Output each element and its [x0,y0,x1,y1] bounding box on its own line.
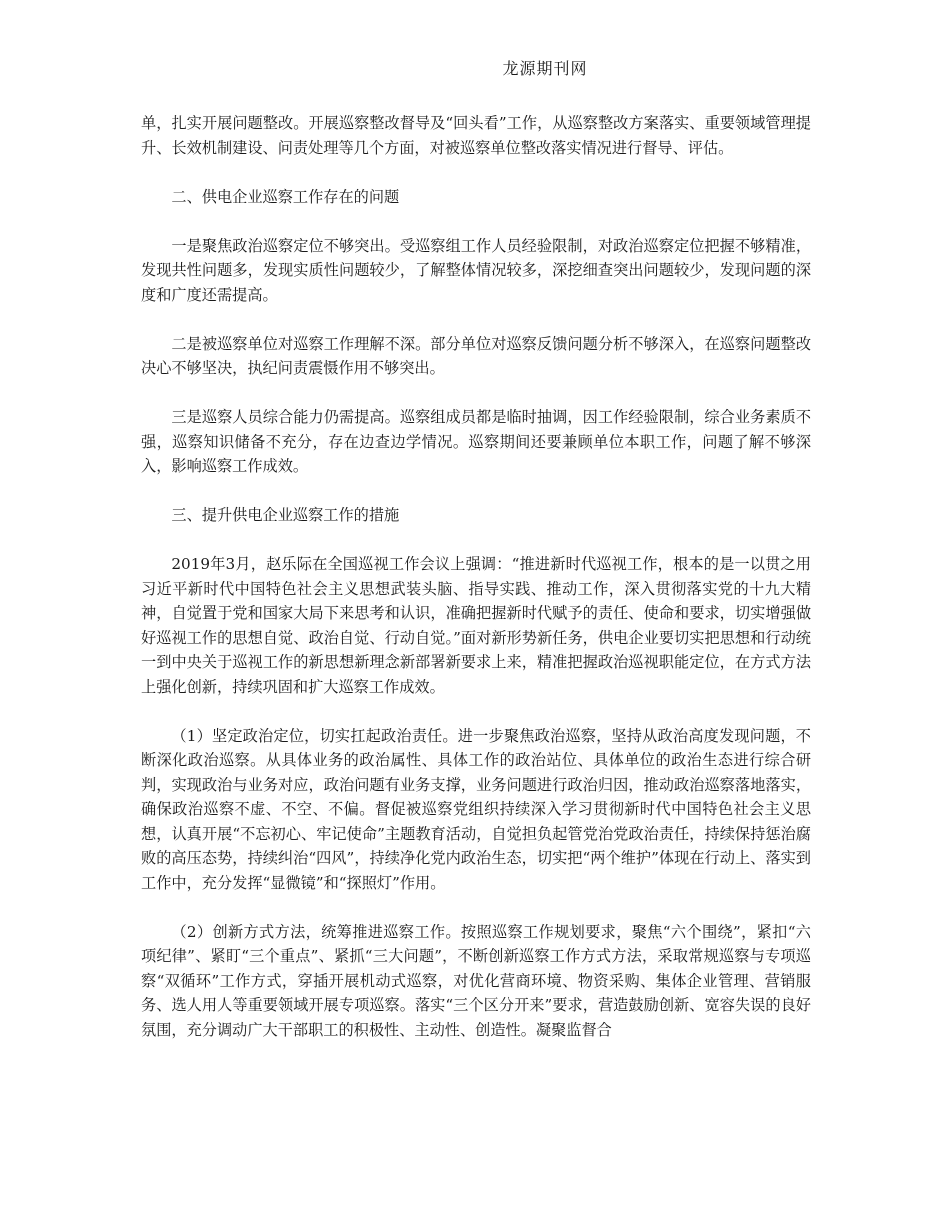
paragraph-measure-1: （1）坚定政治定位，切实扛起政治责任。进一步聚焦政治巡察，坚持从政治高度发现问题，不断深化政治巡察。从具体业务的政治属性、具体工作的政治站位、具体单位的政治生态进行综合研判，实现政治与业务对应，政治问题有业务支撑，业务问题进行政治归因，推动政治巡察落地落实，确保政治巡察不虚、不空、不偏。督促被巡察党组织持续深入学习贯彻新时代中国特色社会主义思想，认真开展“不忘初心、牢记使命”主题教育活动，自觉担负起管党治党政治责任，持续保持惩治腐败的高压态势，持续纠治“四风”，持续净化党内政治生态，切实把“两个维护”体现在行动上、落实到工作中，充分发挥“显微镜”和“探照灯”作用。 [141,726,811,892]
page-header [0,56,950,79]
site-name: 龙源期刊网 [502,59,588,78]
article-body [141,111,811,1067]
section-heading-2: 二、供电企业巡察工作存在的问题 [171,187,400,206]
paragraph-measure-2: （2）创新方式方法，统筹推进巡察工作。按照巡察工作规划要求，聚焦“六个围绕”，紧扣“六项纪律”、紧盯“三个重点”、紧抓“三大问题”，不断创新巡察工作方式方法，采取常规巡察与专项巡察“双循环”工作方式，穿插开展机动式巡察，对优化营商环境、物资采购、集体企业管理、营销服务、选人用人等重要领域开展专项巡察。落实“三个区分开来”要求，营造鼓励创新、宽容失误的良好氛围，充分调动广大干部职工的积极性、主动性、创造性。凝聚监督合 [141,922,811,1039]
paragraph-problem-1: 一是聚焦政治巡察定位不够突出。受巡察组工作人员经验限制，对政治巡察定位把握不够精准，发现共性问题多，发现实质性问题较少，了解整体情况较多，深挖细查突出问题较少，发现问题的深度和广度还需提高。 [141,236,811,304]
paragraph-problem-3: 三是巡察人员综合能力仍需提高。巡察组成员都是临时抽调，因工作经验限制，综合业务素质不强，巡察知识储备不充分，存在边查边学情况。巡察期间还要兼顾单位本职工作，问题了解不够深入，影响巡察工作成效。 [141,408,811,475]
section-heading-3: 三、提升供电企业巡察工作的措施 [171,506,400,524]
paragraph-measures-intro: 2019年3月，赵乐际在全国巡视工作会议上强调：“推进新时代巡视工作，根本的是一以贯之用习近平新时代中国特色社会主义思想武装头脑、指导实践、推动工作，深入贯彻落实党的十九大精神，自觉置于党和国家大局下来思考和认识，准确把握新时代赋予的责任、使命和要求，切实增强做好巡视工作的思想自觉、政治自觉、行动自觉。”面对新形势新任务，供电企业要切实把思想和行动统一到中央关于巡视工作的新思想新理念新部署新要求上来，精准把握政治巡视职能定位，在方式方法上强化创新，持续巩固和扩大巡察工作成效。 [141,555,811,696]
paragraph-problem-2: 二是被巡察单位对巡察工作理解不深。部分单位对巡察反馈问题分析不够深入，在巡察问题整改决心不够坚决，执纪问责震慑作用不够突出。 [141,334,811,377]
paragraph-continuation: 单，扎实开展问题整改。开展巡察整改督导及“回头看”工作，从巡察整改方案落实、重要领域管理提升、长效机制建设、问责处理等几个方面，对被巡察单位整改落实情况进行督导、评估。 [141,114,811,157]
